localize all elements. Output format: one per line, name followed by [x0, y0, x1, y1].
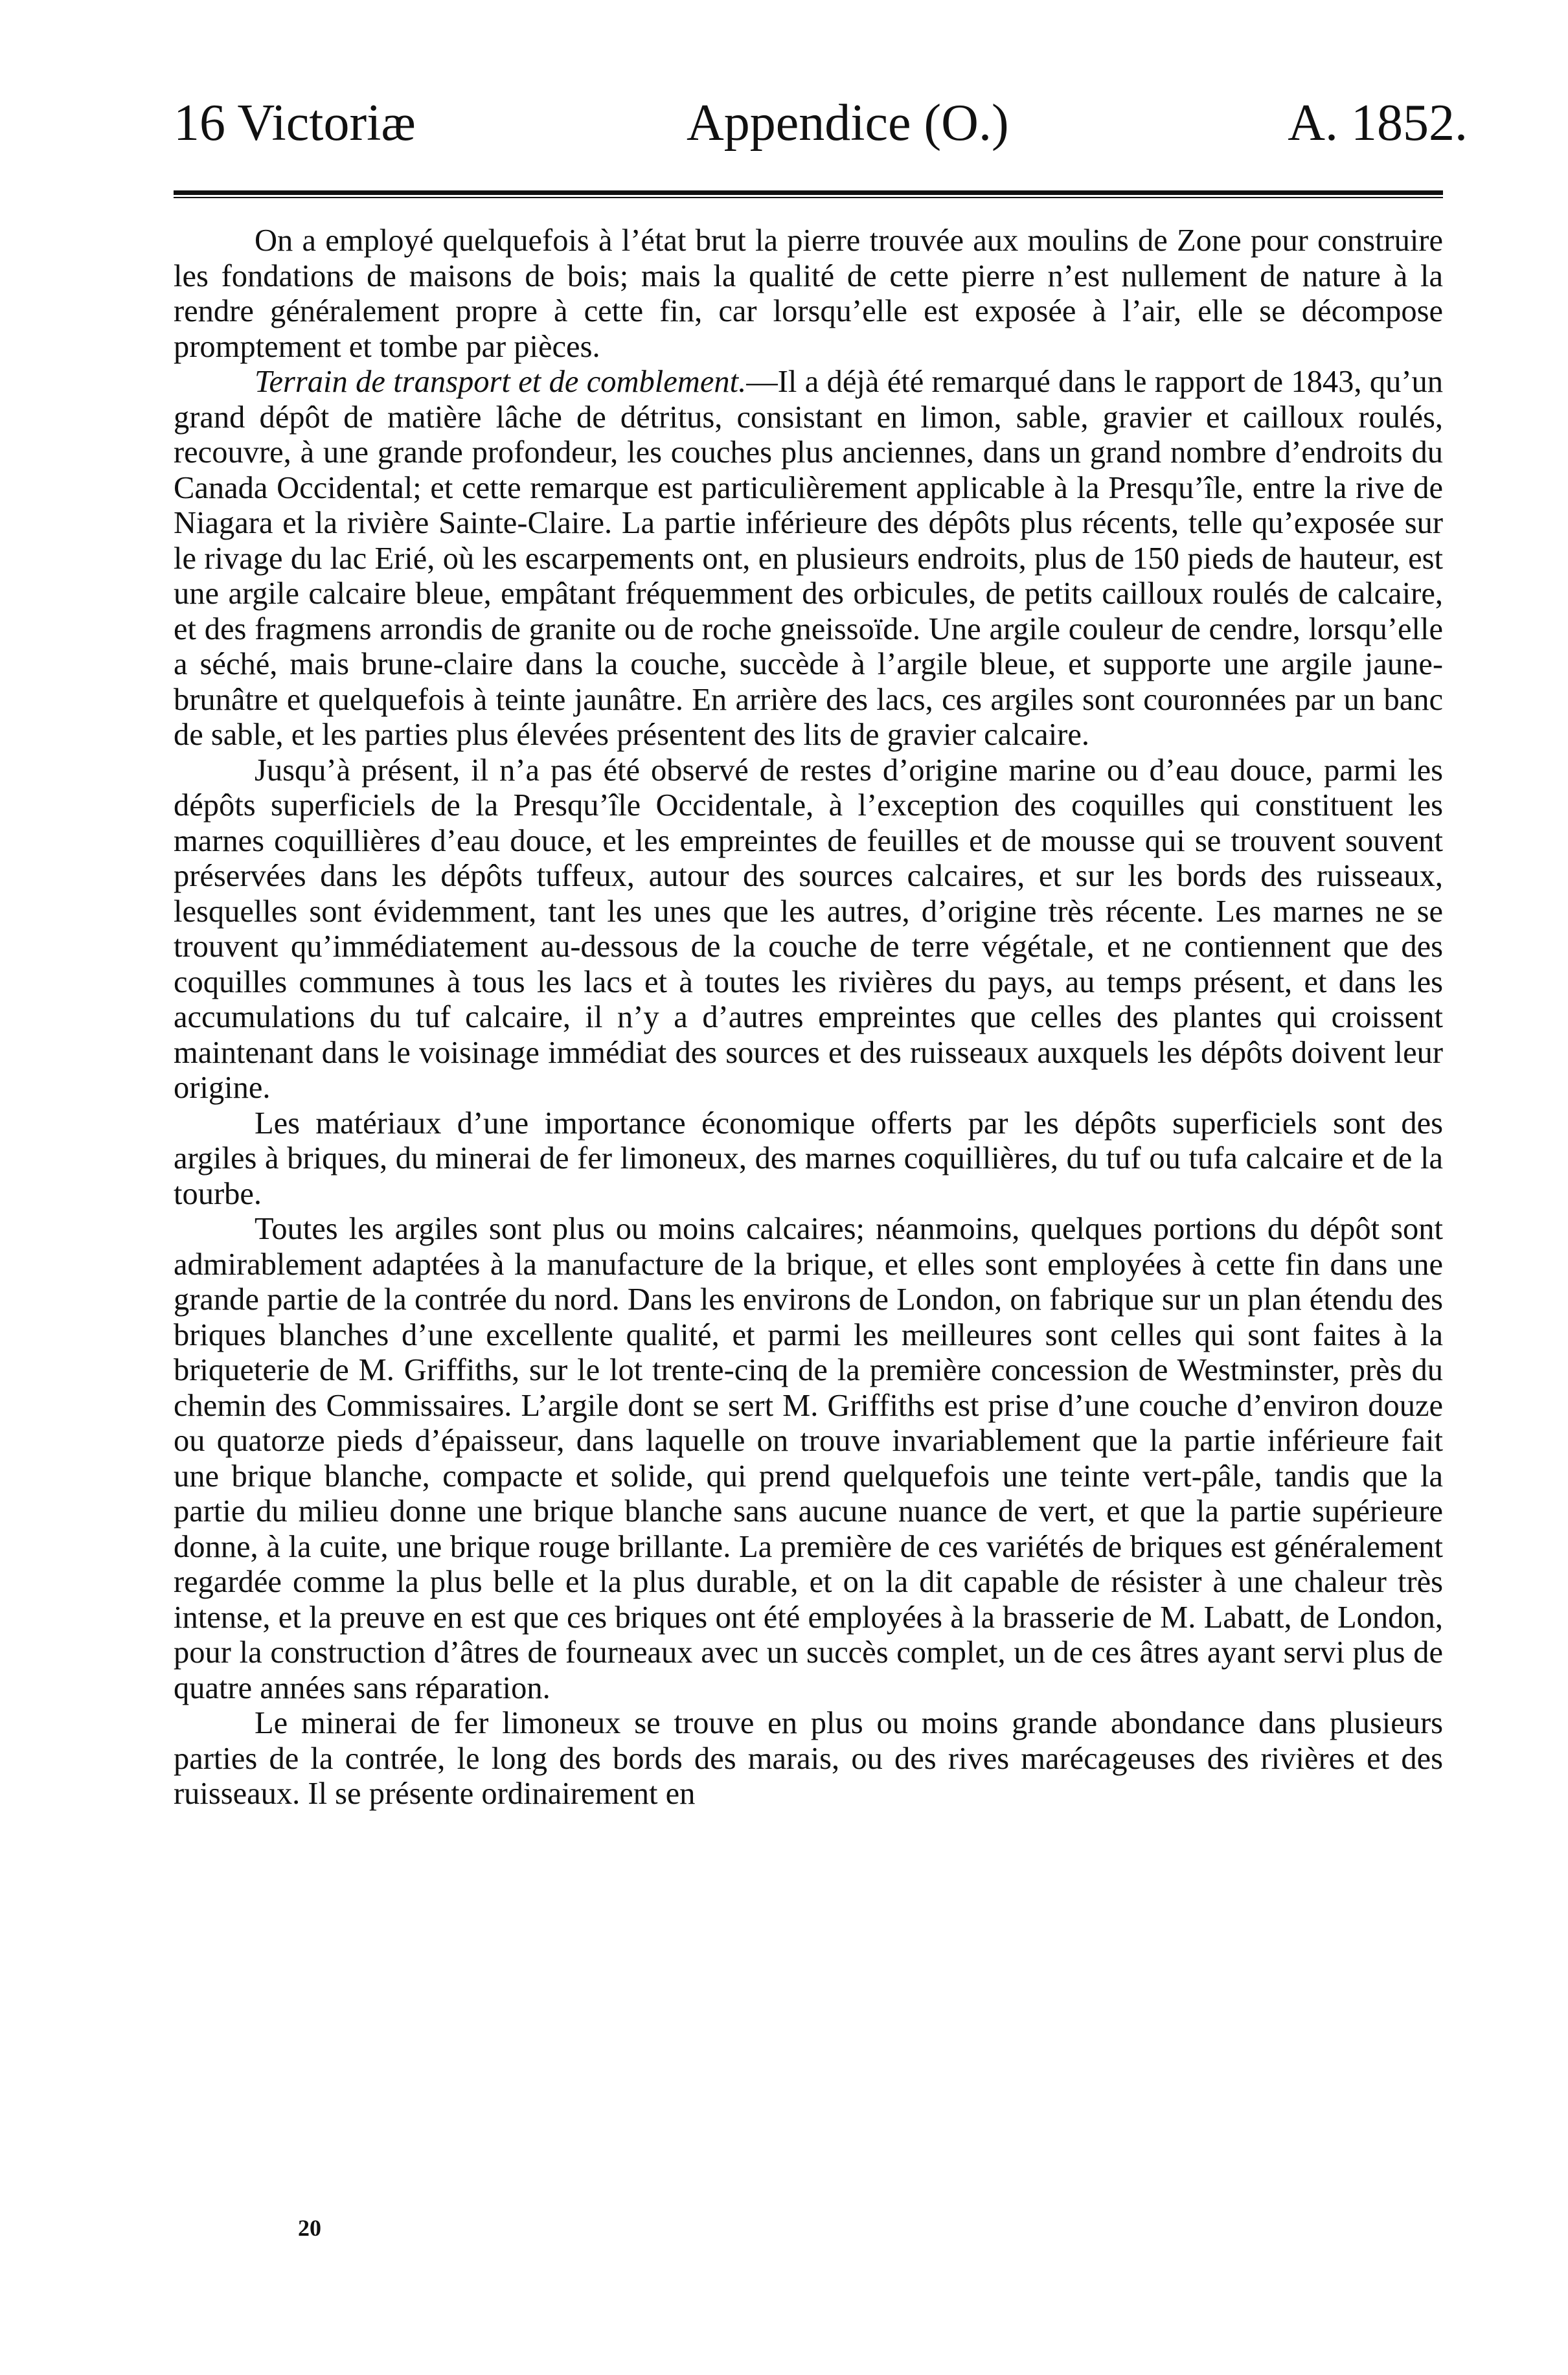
page-header: [0, 91, 1568, 162]
section-heading: Terrain de transport et de comblement.: [255, 365, 747, 399]
paragraph-4: [174, 1106, 1443, 1212]
paragraph-5-text: Toutes les argiles sont plus ou moins calcaires; néanmoins, quelques portions du dépôt sont admirablement adaptées à la manufacture de la brique, et elles sont employées à cette fin dans une grande partie de la contrée du nord. Dans les environs de London, on fabrique sur un plan étendu des briques blanches d’une excellente qualité, et parmi les meilleures sont celles qui sont faites à la briqueterie de M. Griffiths, sur le lot trente-cinq de la première concession de Westminster, près du chemin des Commissaires. L’argile dont se sert M. Griffiths est prise d’une couche d’environ douze ou quatorze pieds d’épaisseur, dans laquelle on trouve invariablement que la partie inférieure fait une brique blanche, compacte et solide, qui prend quelquefois une teinte vert-pâle, tandis que la partie du milieu donne une brique blanche sans aucune nuance de vert, et que la partie supérieure donne, à la cuite, une brique rouge brillante. La première de ces variétés de briques est généralement regardée comme la plus belle et la plus durable, et on la dit capable de résister à une chaleur très intense, et la preuve en est que ces briques ont été employées à la brasserie de M. Labatt, de London, pour la construction d’âtres de fourneaux avec un succès complet, un de ces âtres ayant servi plus de quatre années sans réparation.: [174, 1212, 1443, 1705]
header-rule: [174, 190, 1443, 198]
paragraph-5: [174, 1212, 1443, 1706]
paragraph-2: [174, 365, 1443, 753]
paragraph-4-text: Les matériaux d’une importance économique offerts par les dépôts superficiels sont des argiles à briques, du minerai de fer limoneux, des marnes coquillières, du tuf ou tufa calcaire et de la tourbe.: [174, 1106, 1443, 1211]
paragraph-6-text: Le minerai de fer limoneux se trouve en plus ou moins grande abondance dans plusieurs parties de la contrée, le long des bords des marais, ou des rives marécageuses des rivières et des ruisseaux. Il se présente ordinairement en: [174, 1706, 1443, 1811]
signature-mark: 20: [298, 2215, 321, 2241]
header-year: A. 1852.: [1288, 95, 1468, 152]
paragraph-6: [174, 1706, 1443, 1812]
header-session: 16 Victoriæ: [174, 95, 416, 152]
paragraph-3: [174, 753, 1443, 1106]
paragraph-2-text: —Il a déjà été remarqué dans le rapport de 1843, qu’un grand dépôt de matière lâche de détritus, consistant en limon, sable, gravier et cailloux roulés, recouvre, à une grande profondeur, les couches plus anciennes, dans un grand nombre d’endroits du Canada Occidental; et cette remarque est particulièrement applicable à la Presqu’île, entre la rive de Niagara et la rivière Sainte-Claire. La partie inférieure des dépôts plus récents, telle qu’exposée sur le rivage du lac Erié, où les escarpements ont, en plusieurs endroits, plus de 150 pieds de hauteur, est une argile calcaire bleue, empâtant fréquemment des orbicules, de petits cailloux roulés de calcaire, et des fragmens arrondis de granite ou de roche gneissoïde. Une argile couleur de cendre, lorsqu’elle a séché, mais brune-claire dans la couche, succède à l’argile bleue, et supporte une argile jaune-brunâtre et quelquefois à teinte jaunâtre. En arrière des lacs, ces argiles sont couronnées par un banc de sable, et les parties plus élevées présentent des lits de gravier calcaire.: [174, 365, 1444, 752]
header-appendix: Appendice (O.): [687, 95, 1009, 152]
paragraph-1: [174, 223, 1443, 365]
paragraph-3-text: Jusqu’à présent, il n’a pas été observé de restes d’origine marine ou d’eau douce, parmi les dépôts superficiels de la Presqu’île Occidentale, à l’exception des coquilles qui constituent les marnes coquillières d’eau douce, et les empreintes de feuilles et de mousse qui se trouvent souvent préservées dans les dépôts tuffeux, autour des sources calcaires, et sur les bords des ruisseaux, lesquelles sont évidemment, tant les unes que les autres, d’origine très récente. Les marnes ne se trouvent qu’immédiatement au-dessous de la couche de terre végétale, et ne contiennent que des coquilles communes à tous les lacs et à toutes les rivières du pays, au temps présent, et dans les accumulations du tuf calcaire, il n’y a d’autres empreintes que celles des plantes qui croissent maintenant dans le voisinage immédiat des sources et des ruisseaux auxquels les dépôts doivent leur origine.: [174, 753, 1443, 1105]
paragraph-1-text: On a employé quelquefois à l’état brut la pierre trouvée aux moulins de Zone pour construire les fondations de maisons de bois; mais la qualité de cette pierre n’est nullement de nature à la rendre généralement propre à cette fin, car lorsqu’elle est exposée à l’air, elle se décompose promptement et tombe par pièces.: [174, 223, 1443, 364]
body-text: [174, 223, 1443, 1812]
